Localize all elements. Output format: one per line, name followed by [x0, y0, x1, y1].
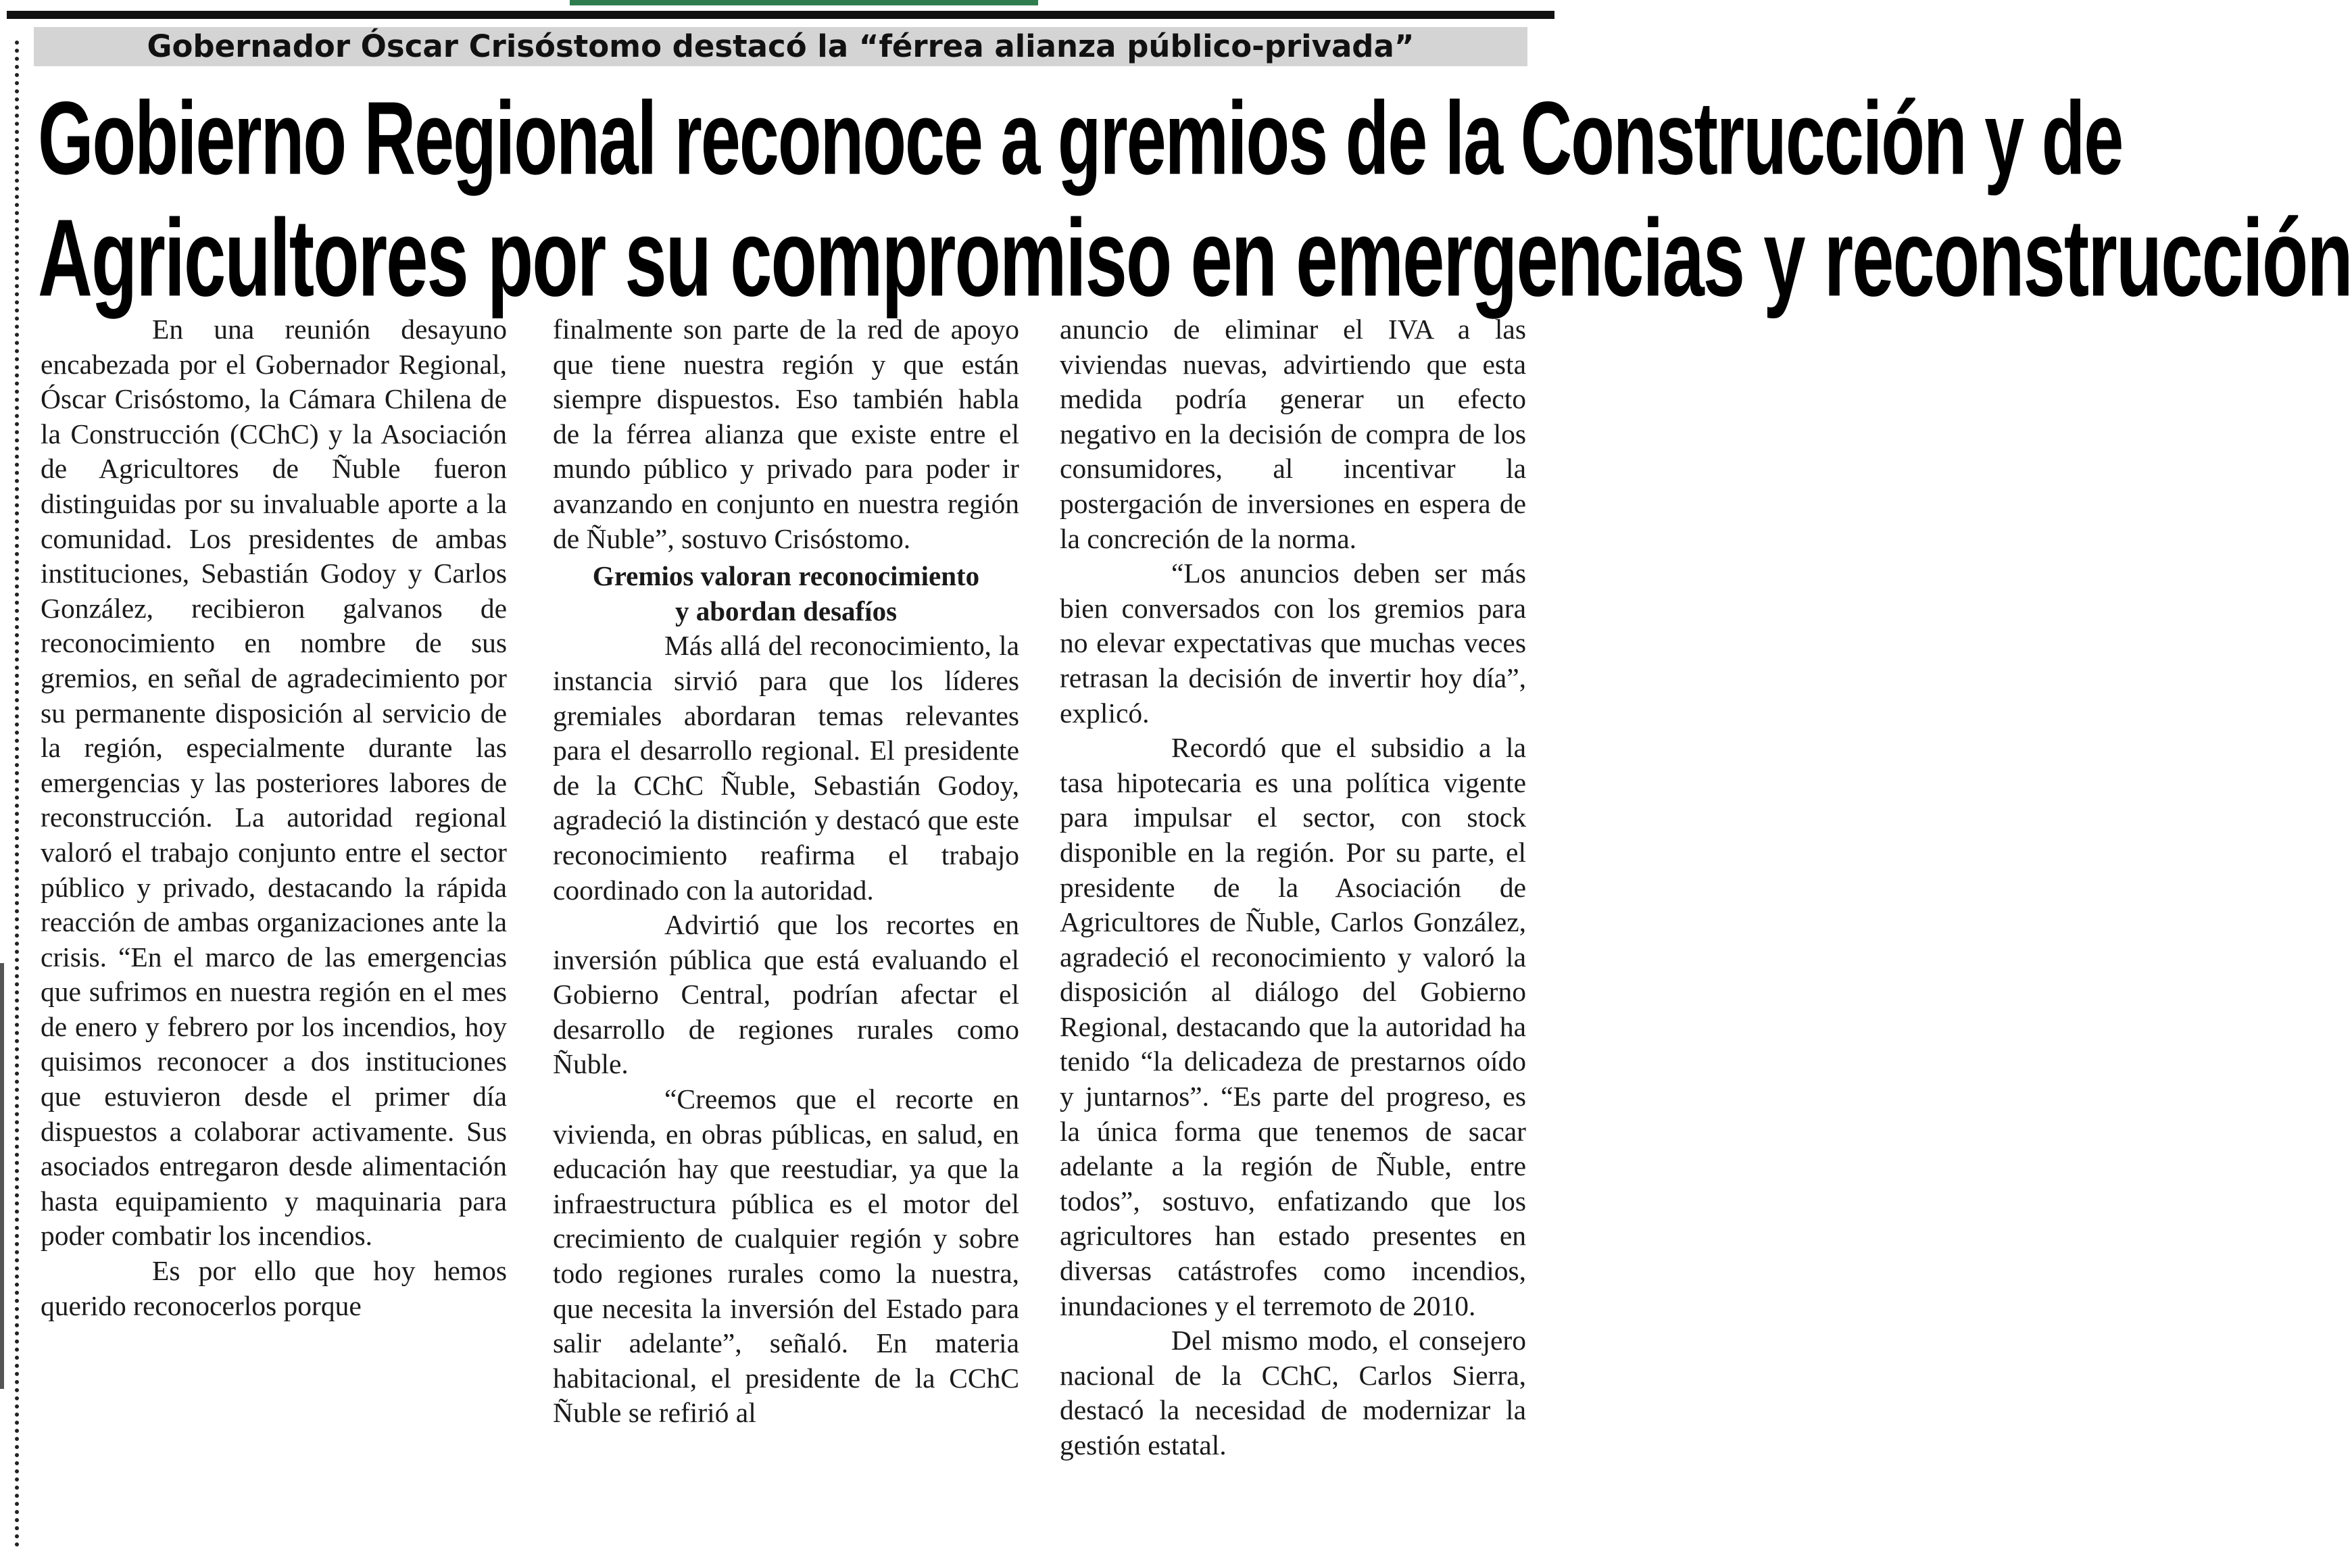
- paragraph: Es por ello que hoy hemos querido reconocerlos porque: [41, 1255, 507, 1321]
- paragraph: En una reunión desayuno encabezada por el Gobernador Regional, Óscar Crisóstomo, la Cámara Chilena de la Construcción (CChC) y la Asociación de Agricultores de Ñuble fueron distinguidas por su invaluable aporte a la comunidad. Los presidentes de ambas instituciones, Sebastián Godoy y Carlos González, recibieron galvanos de reconocimiento en nombre de sus gremios, en señal de agradecimiento por su permanente disposición al servicio de la región, especialmente durante las emergencias y las posteriores labores de reconstrucción. La autoridad regional valoró el trabajo conjunto entre el sector público y privado, destacando la rápida reacción de ambas organizaciones ante la crisis. “En el marco de las emergencias que sufrimos en nuestra región en el mes de enero y febrero por los incendios, hoy quisimos reconocer a dos instituciones que estuvieron desde el primer día dispuestos a colaborar activamente. Sus asociados entregaron desde alimentación hasta equipamiento y maquinaria para poder combatir los incendios.: [41, 314, 507, 1252]
- top-color-tab: [570, 0, 1038, 5]
- article-column-1: [41, 312, 507, 1559]
- subheading-line-2: y abordan desafíos: [675, 595, 898, 627]
- paragraph: Del mismo modo, el consejero nacional de la CChC, Carlos Sierra, destacó la necesidad de modernizar la gestión estatal.: [1060, 1325, 1526, 1461]
- paragraph: anuncio de eliminar el IVA a las viviendas nuevas, advirtiendo que esta medida podría generar un efecto negativo en la decisión de compra de los consumidores, al incentivar la postergación de inversiones en espera de la concreción de la norma.: [1060, 314, 1526, 554]
- article-column-2: [553, 312, 1019, 1559]
- paragraph: Advirtió que los recortes en inversión pública que está evaluando el Gobierno Central, podrían afectar el desarrollo de regiones rurales como Ñuble.: [553, 909, 1019, 1080]
- subheading-line-1: Gremios valoran reconocimiento: [592, 560, 980, 592]
- article-kicker: Gobernador Óscar Crisóstomo destacó la “férrea alianza público-privada”: [34, 27, 1527, 66]
- top-rule: [7, 11, 1554, 19]
- section-subheading: [553, 559, 1019, 629]
- headline-line-2: Agricultores por su compromiso en emergencias y reconstrucción: [38, 196, 2352, 320]
- left-edge-bar: [0, 963, 4, 1389]
- paragraph: “Creemos que el recorte en vivienda, en obras públicas, en salud, en educación hay que reestudiar, ya que la infraestructura pública es el motor del crecimiento de cualquier región y sobre todo regiones rurales como la nuestra, que necesita la inversión del Estado para salir adelante”, señaló. En materia habitacional, el presidente de la CChC Ñuble se refirió al: [553, 1083, 1019, 1429]
- left-dotted-border: [15, 41, 19, 1548]
- paragraph: Más allá del reconocimiento, la instancia sirvió para que los líderes gremiales abordaran temas relevantes para el desarrollo regional. El presidente de la CChC Ñuble, Sebastián Godoy, agradeció la distinción y destacó que este reconocimiento reafirma el trabajo coordinado con la autoridad.: [553, 630, 1019, 906]
- headline-line-1: Gobierno Regional reconoce a gremios de la Construcción y de: [38, 80, 2123, 197]
- paragraph: “Los anuncios deben ser más bien conversados con los gremios para no elevar expectativas que muchas veces retrasan la decisión de invertir hoy día”, explicó.: [1060, 558, 1526, 729]
- article-column-3: [1060, 312, 1526, 1559]
- paragraph: Recordó que el subsidio a la tasa hipotecaria es una política vigente para impulsar el sector, con stock disponible en la región. Por su parte, el presidente de la Asociación de Agricultores de Ñuble, Carlos González, agradeció el reconocimiento y valoró la disposición al diálogo del Gobierno Regional, destacando que la autoridad ha tenido “la delicadeza de prestarnos oído y juntarnos”. “Es parte del progreso, es la única forma que tenemos de sacar adelante a la región de Ñuble, entre todos”, sostuvo, enfatizando que los agricultores han estado presentes en diversas catástrofes como incendios, inundaciones y el terremoto de 2010.: [1060, 732, 1526, 1321]
- paragraph: finalmente son parte de la red de apoyo que tiene nuestra región y que están siempre dispuestos. Eso también habla de la férrea alianza que existe entre el mundo público y privado para poder ir avanzando en conjunto en nuestra región de Ñuble”, sostuvo Crisóstomo.: [553, 314, 1019, 554]
